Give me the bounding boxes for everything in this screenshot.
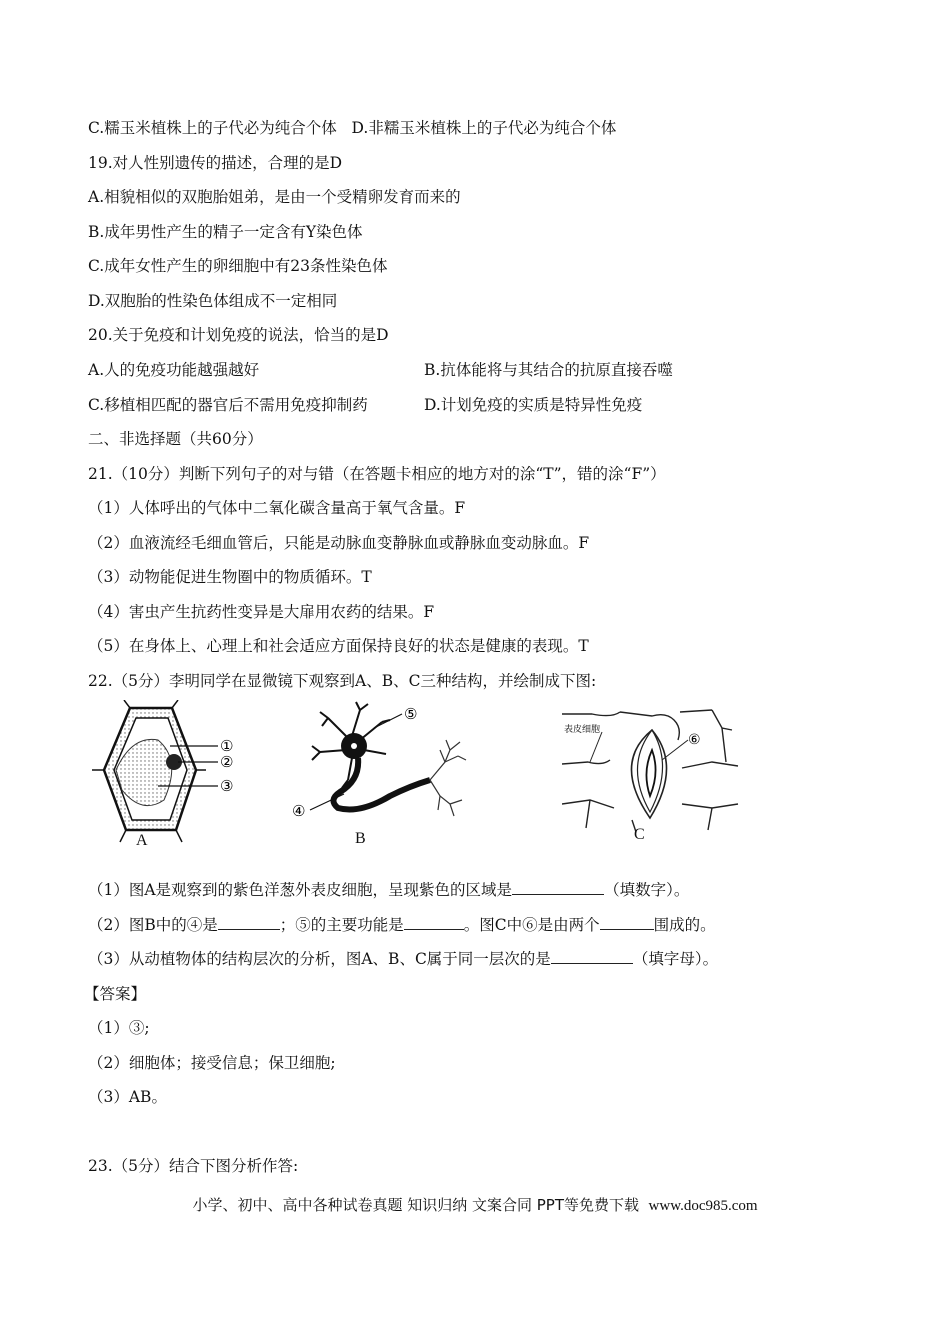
option-c: C.糯玉米植株上的子代必为纯合个体	[88, 119, 337, 137]
q22-part-1-text: （1）图A是观察到的紫色洋葱外表皮细胞，呈现紫色的区域是	[88, 881, 513, 899]
q22-part-3-suffix: （填字母）。	[632, 950, 719, 968]
figure-c-label: C	[634, 826, 645, 843]
footer-text: 小学、初中、高中各种试卷真题 知识归纳 文案合同 PPT等免费下载	[192, 1196, 639, 1214]
q20-options-ab	[88, 360, 888, 380]
q21-item-5: （5）在身体上、心理上和社会适应方面保持良好的状态是健康的表现。T	[88, 637, 589, 655]
figure-b-neuron	[290, 700, 480, 830]
figure-b-label: B	[355, 830, 366, 847]
answer-3: （3）AB。	[88, 1088, 167, 1106]
q22-part-3	[88, 949, 718, 969]
question-23: 23.（5分）结合下图分析作答:	[88, 1157, 299, 1175]
answer-blank-3[interactable]	[404, 915, 464, 930]
answer-blank-4[interactable]	[600, 915, 654, 930]
marker-4: ④	[292, 802, 306, 820]
answer-heading: 【答案】	[84, 985, 147, 1003]
option-d: D.非糯玉米植株上的子代必为纯合个体	[351, 119, 617, 137]
answer-blank-5[interactable]	[551, 949, 633, 964]
footer-link[interactable]: www.doc985.com	[648, 1198, 758, 1214]
figure-a-plant-cell	[92, 700, 262, 850]
q20-option-a: A.人的免疫功能越强越好	[88, 361, 260, 379]
answer-1: （1）③;	[88, 1019, 150, 1037]
question-22: 22.（5分）李明同学在显微镜下观察到A、B、C三种结构，并绘制成下图:	[88, 672, 597, 690]
q21-item-2: （2）血液流经毛细血管后，只能是动脉血变静脉血或静脉血变动脉血。F	[88, 534, 590, 552]
question-20: 20.关于免疫和计划免疫的说法，恰当的是D	[88, 326, 389, 344]
q22-part-2-text-b: ；⑤的主要功能是	[279, 916, 404, 934]
answer-blank-1[interactable]	[512, 880, 604, 895]
section-2-heading: 二、非选择题（共60分）	[88, 430, 263, 448]
marker-6: ⑥	[688, 732, 701, 748]
q19-option-a: A.相貌相似的双胞胎姐弟，是由一个受精卵发育而来的	[88, 188, 461, 206]
q20-option-b: B.抗体能将与其结合的抗原直接吞噬	[424, 361, 673, 379]
answer-2: （2）细胞体；接受信息；保卫细胞;	[88, 1054, 336, 1072]
q21-item-3: （3）动物能促进生物圈中的物质循环。T	[88, 568, 372, 586]
q18-options-cd	[88, 118, 616, 138]
marker-5: ⑤	[404, 705, 418, 723]
q22-part-2-text-c: 。图C中⑥是由两个	[463, 916, 600, 934]
marker-1: ①	[220, 737, 234, 755]
q19-option-b: B.成年男性产生的精子一定含有Y染色体	[88, 223, 363, 241]
epidermal-cell-tag: 表皮细胞	[564, 725, 601, 735]
q22-part-2-text-d: 围成的。	[653, 916, 716, 934]
answer-blank-2[interactable]	[218, 915, 280, 930]
q20-option-d: D.计划免疫的实质是特异性免疫	[424, 396, 643, 414]
marker-2: ②	[220, 753, 234, 771]
q22-part-3-text: （3）从动植物体的结构层次的分析，图A、B、C属于同一层次的是	[88, 950, 551, 968]
q19-option-c: C.成年女性产生的卵细胞中有23条性染色体	[88, 257, 388, 275]
page-footer	[0, 1194, 950, 1215]
q21-item-1: （1）人体呼出的气体中二氧化碳含量高于氧气含量。F	[88, 499, 466, 517]
figure-a-label: A	[136, 832, 148, 849]
marker-3: ③	[220, 777, 234, 795]
q22-part-2-text-a: （2）图B中的④是	[88, 916, 218, 934]
q19-option-d: D.双胞胎的性染色体组成不一定相同	[88, 292, 338, 310]
q22-part-2	[88, 915, 716, 935]
q20-options-cd	[88, 395, 888, 415]
question-19: 19.对人性别遗传的描述，合理的是D	[88, 154, 343, 172]
q22-part-1-suffix: （填数字）。	[604, 881, 690, 899]
q20-option-c: C.移植相匹配的器官后不需用免疫抑制药	[88, 396, 368, 414]
figure-c-stomata	[562, 708, 742, 833]
q21-item-4: （4）害虫产生抗药性变异是大扉用农药的结果。F	[88, 603, 435, 621]
q22-part-1	[88, 880, 689, 900]
question-21: 21.（10分）判断下列句子的对与错（在答题卡相应的地方对的涂“T”，错的涂“F”）	[88, 465, 666, 483]
